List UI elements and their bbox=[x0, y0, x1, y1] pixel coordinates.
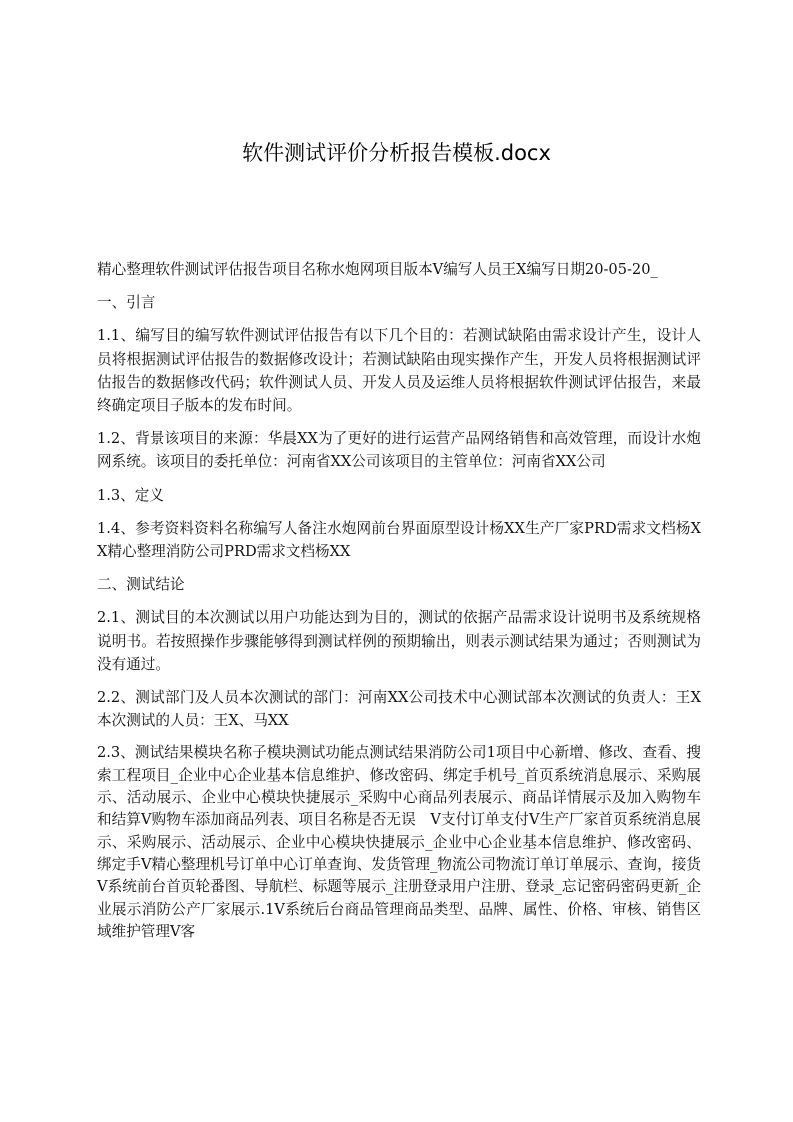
paragraph-purpose: 1.1、编写目的编写软件测试评估报告有以下几个目的：若测试缺陷由需求设计产生，设计人员将根据测试评估报告的数据修改设计；若测试缺陷由现实操作产生，开发人员将根据测试评估报告的数据修改代码；软件测试人员、开发人员及运维人员将根据软件测试评估报告，来最终确定项目子版本的发布时间。 bbox=[97, 327, 701, 415]
section-heading-conclusion: 二、测试结论 bbox=[97, 576, 185, 594]
paragraph-test-purpose: 2.1、测试目的本次测试以用户功能达到为目的，测试的依据产品需求设计说明书及系统规格说明书。若按照操作步骤能够得到测试样例的预期输出，则表示测试结果为通过；否则测试为没有通过。 bbox=[97, 609, 701, 673]
document-body bbox=[97, 258, 701, 953]
paragraph-test-results: 2.3、测试结果模块名称子模块测试功能点测试结果消防公司1项目中心新增、修改、查看、搜索工程项目_企业中心企业基本信息维护、修改密码、绑定手机号_首页系统消息展示、采购展示、活动展示、企业中心模块快捷展示_采购中心商品列表展示、商品详情展示及加入购物车和结算V购物车添加商品列表、项目名称是否无误 V支付订单支付V生产厂家首页系统消息展示、采购展示、活动展示、企业中心模块快捷展示_企业中心企业基本信息维护、修改密码、绑定手V精心整理机号订单中心订单查询、发货管理_物流公司物流订单订单展示、查询，接货V系统前台首页轮番图、导航栏、标题等展示_注册登录用户注册、登录_忘记密码密码更新_企业展示消防公产厂家展示.1V系统后台商品管理商品类型、品牌、属性、价格、审核、销售区域维护管理V客 bbox=[97, 744, 701, 940]
paragraph-definition: 1.3、定义 bbox=[97, 486, 164, 504]
section-heading-introduction: 一、引言 bbox=[97, 294, 156, 312]
doc-info-paragraph: 精心整理软件测试评估报告项目名称水炮网项目版本V编写人员王X编写日期20-05-20_ bbox=[97, 261, 658, 278]
paragraph-test-department: 2.2、测试部门及人员本次测试的部门：河南XX公司技术中心测试部本次测试的负责人：王X本次测试的人员：王X、马XX bbox=[97, 689, 701, 730]
paragraph-references: 1.4、参考资料资料名称编写人备注水炮网前台界面原型设计杨XX生产厂家PRD需求文档杨XX精心整理消防公司PRD需求文档杨XX bbox=[97, 519, 701, 561]
paragraph-background: 1.2、背景该项目的来源：华晨XX为了更好的进行运营产品网络销售和高效管理，而设计水炮网系统。该项目的委托单位：河南省XX公司该项目的主管单位：河南省XX公司 bbox=[97, 430, 701, 471]
document-title: 软件测试评价分析报告模板.docx bbox=[242, 141, 551, 165]
